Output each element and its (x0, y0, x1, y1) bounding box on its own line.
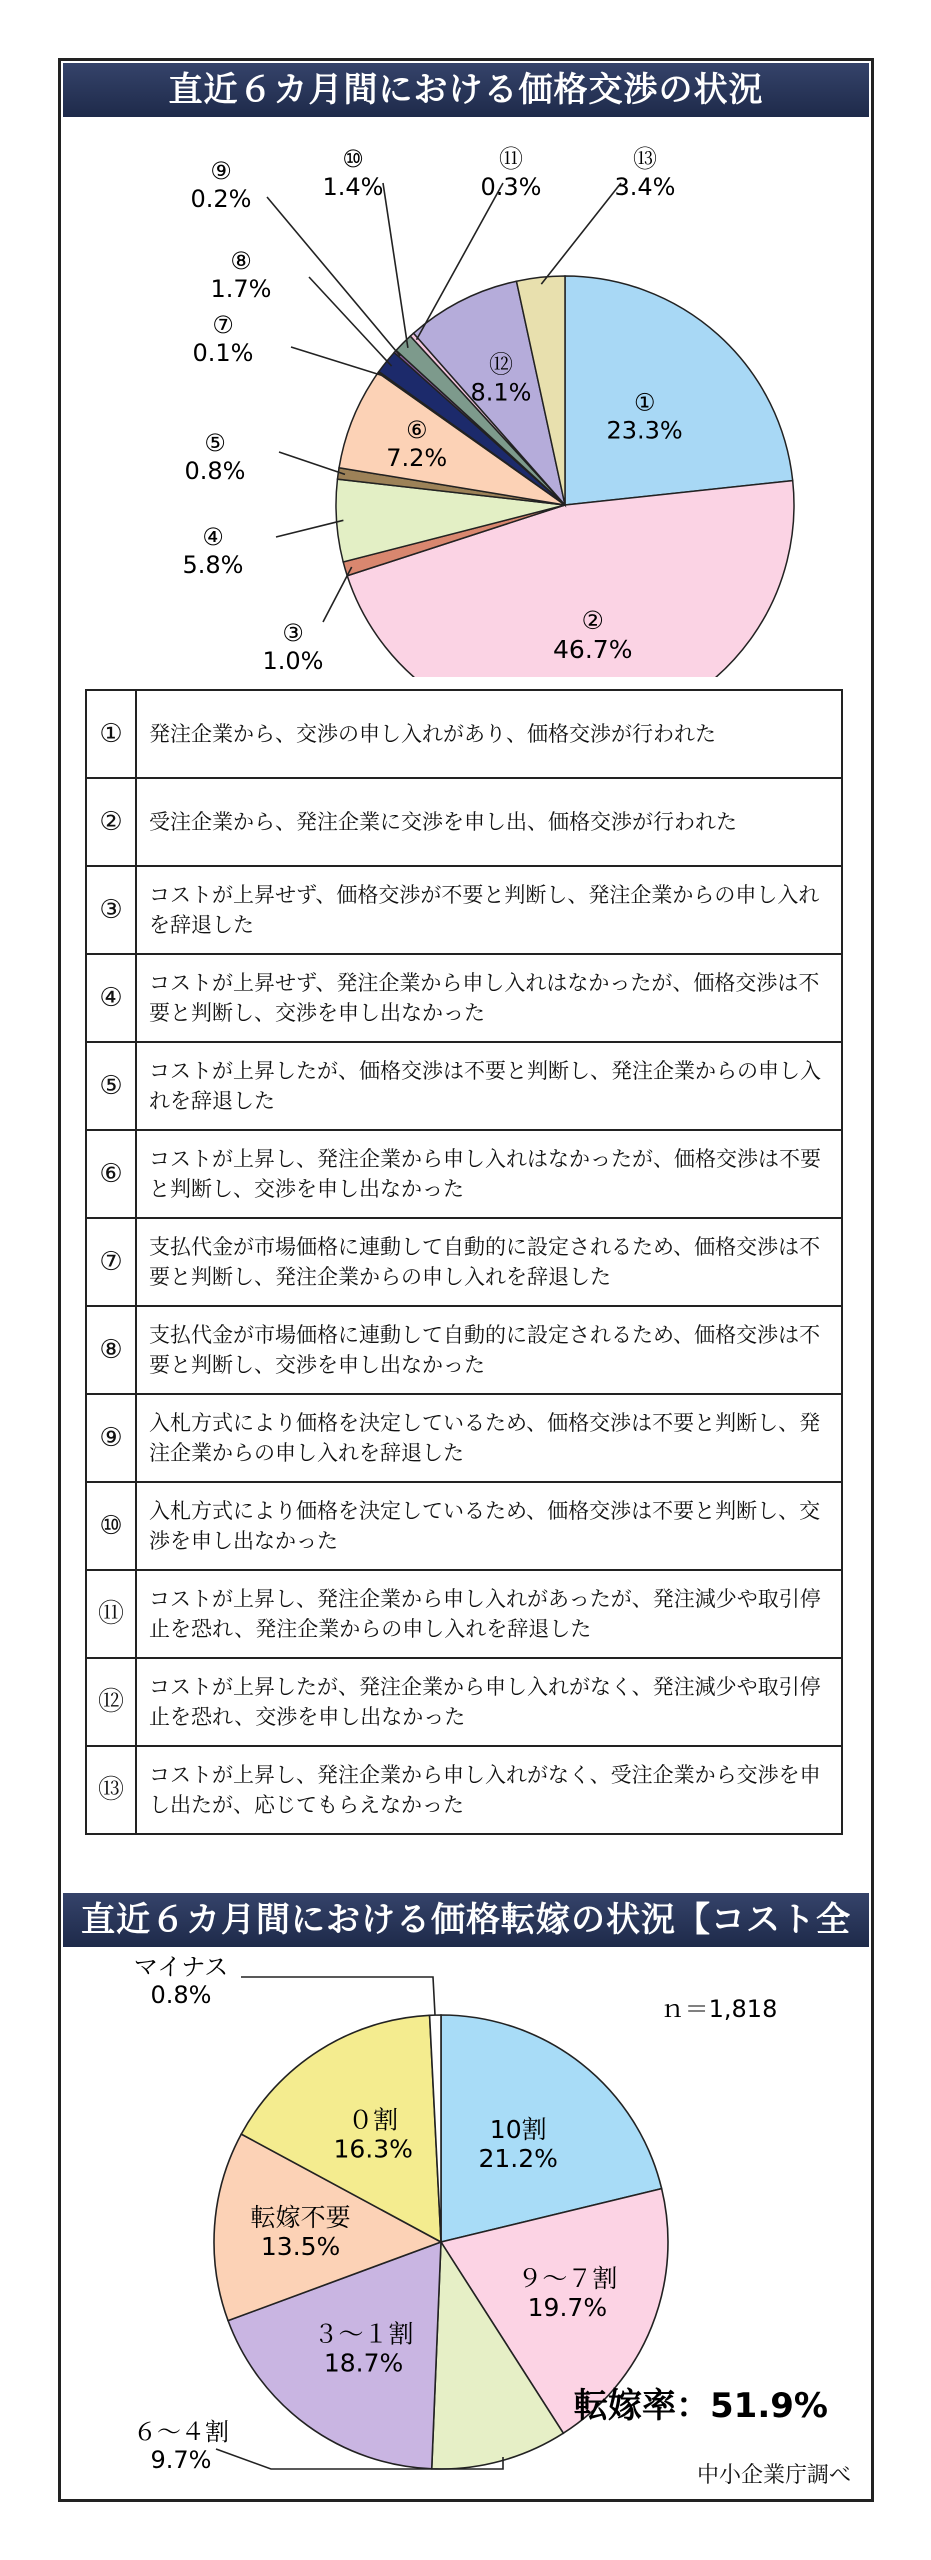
pie1-label-11-value: 0.3% (480, 173, 542, 201)
negotiation-pie-chart (61, 117, 871, 677)
pie1-leader-7 (291, 347, 384, 376)
pie1-label-9-value: 0.2% (190, 185, 252, 213)
legend-number: ⑫ (86, 1658, 136, 1746)
legend-number: ③ (86, 866, 136, 954)
pie2-label-1-name: 10割 (489, 2114, 547, 2144)
pie1-leader-13 (541, 183, 621, 284)
pie1-label-12-name: ⑫ (488, 350, 513, 379)
pie1-label-1-value: 23.3% (606, 416, 683, 445)
infographic-frame (58, 58, 874, 2502)
legend-number: ⑥ (86, 1130, 136, 1218)
legend-row (86, 1570, 842, 1658)
pie1-label-6-value: 7.2% (386, 444, 448, 473)
pie2-label-7-value: 0.8% (150, 1981, 212, 2009)
pass-through-chart-title: 直近６カ月間における価格転嫁の状況【コスト全般】 (63, 1893, 869, 1947)
pie2-label-4-value: 18.7% (323, 2348, 404, 2378)
legend-row (86, 1306, 842, 1394)
pie1-label-2-name: ② (581, 605, 604, 635)
pie1-slice-1 (565, 276, 793, 505)
legend-text: コストが上昇したが、価格交渉は不要と判断し、発注企業からの申し入れを辞退した (136, 1042, 842, 1130)
pie1-label-13-name: ⑬ (633, 145, 657, 173)
legend-text: コストが上昇し、発注企業から申し入れがなく、受注企業から交渉を申し出たが、応じてもらえなかった (136, 1746, 842, 1834)
pie1-label-7-name: ⑦ (212, 311, 234, 339)
pie1-label-8-value: 1.7% (210, 275, 272, 303)
legend-row (86, 1218, 842, 1306)
pie1-leader-8 (309, 277, 392, 366)
legend-number: ⑩ (86, 1482, 136, 1570)
legend-text: 発注企業から、交渉の申し入れがあり、価格交渉が行われた (136, 690, 842, 778)
pie2-label-2-name: ９～７割 (517, 2263, 618, 2293)
pie1-label-1-name: ① (633, 388, 656, 417)
legend-text: コストが上昇し、発注企業から申し入れはなかったが、価格交渉は不要と判断し、交渉を申し出なかった (136, 1130, 842, 1218)
pie2-label-3-value: 9.7% (150, 2446, 212, 2474)
legend-number: ⑦ (86, 1218, 136, 1306)
legend-text: 支払代金が市場価格に連動して自動的に設定されるため、価格交渉は不要と判断し、交渉を申し出なかった (136, 1306, 842, 1394)
legend-text: コストが上昇せず、価格交渉が不要と判断し、発注企業からの申し入れを辞退した (136, 866, 842, 954)
pie1-label-4-name: ④ (202, 523, 224, 551)
pie2-leader-7 (241, 1977, 435, 2015)
legend-row (86, 778, 842, 866)
legend-row (86, 690, 842, 778)
legend-row (86, 1042, 842, 1130)
pie1-label-2-value: 46.7% (553, 634, 633, 664)
pie2-label-5-value: 13.5% (260, 2232, 341, 2262)
legend-number: ④ (86, 954, 136, 1042)
negotiation-chart-title: 直近６カ月間における価格交渉の状況 (63, 63, 869, 117)
pie2-label-7-name: マイナス (133, 1953, 229, 1981)
legend-text: コストが上昇し、発注企業から申し入れがあったが、発注減少や取引停止を恐れ、発注企業からの申し入れを辞退した (136, 1570, 842, 1658)
legend-row (86, 1130, 842, 1218)
pie1-label-5-name: ⑤ (204, 429, 226, 457)
legend-row (86, 1746, 842, 1834)
pie2-label-4-name: ３～１割 (313, 2319, 414, 2349)
legend-number: ⑬ (86, 1746, 136, 1834)
pie1-label-7-value: 0.1% (192, 339, 254, 367)
pie1-leader-3 (323, 567, 352, 622)
pie1-label-8-name: ⑧ (230, 247, 252, 275)
pie2-label-6-name: ０割 (348, 2105, 399, 2135)
negotiation-legend-table (85, 689, 843, 1835)
legend-text: 支払代金が市場価格に連動して自動的に設定されるため、価格交渉は不要と判断し、発注企業からの申し入れを辞退した (136, 1218, 842, 1306)
legend-text: コストが上昇したが、発注企業から申し入れがなく、発注減少や取引停止を恐れ、交渉を申し出なかった (136, 1658, 842, 1746)
pie2-label-6-value: 16.3% (333, 2134, 413, 2164)
pie1-label-10-name: ⑩ (342, 145, 364, 173)
pie1-label-13-value: 3.4% (614, 173, 676, 201)
legend-number: ② (86, 778, 136, 866)
pie1-label-3-name: ③ (282, 619, 304, 647)
legend-row (86, 1394, 842, 1482)
pie2-label-5-name: 転嫁不要 (250, 2203, 351, 2233)
legend-text: 入札方式により価格を決定しているため、価格交渉は不要と判断し、発注企業からの申し入れを辞退した (136, 1394, 842, 1482)
legend-number: ⑤ (86, 1042, 136, 1130)
pie1-leader-9 (267, 197, 400, 356)
legend-number: ⑪ (86, 1570, 136, 1658)
pie1-label-4-value: 5.8% (182, 551, 244, 579)
legend-number: ① (86, 690, 136, 778)
pie2-label-3-name: ６～４割 (133, 2418, 229, 2446)
pie1-label-10-value: 1.4% (322, 173, 384, 201)
sample-size: ｎ＝1,818 (660, 1995, 778, 2023)
legend-text: コストが上昇せず、発注企業から申し入れはなかったが、価格交渉は不要と判断し、交渉を申し出なかった (136, 954, 842, 1042)
source-note: 中小企業庁調べ (696, 2463, 851, 2488)
pass-through-pie-chart (61, 1947, 871, 2497)
legend-row (86, 954, 842, 1042)
pie1-leader-4 (276, 520, 343, 537)
legend-text: 入札方式により価格を決定しているため、価格交渉は不要と判断し、交渉を申し出なかった (136, 1482, 842, 1570)
pie1-label-3-value: 1.0% (262, 647, 324, 675)
legend-row (86, 866, 842, 954)
pie1-label-12-value: 8.1% (470, 378, 532, 407)
legend-number: ⑨ (86, 1394, 136, 1482)
pie1-label-11-name: ⑪ (499, 145, 523, 173)
pie1-leader-10 (383, 183, 408, 348)
pie2-label-2-value: 19.7% (527, 2292, 608, 2322)
pass-through-rate: 転嫁率：51.9% (574, 2386, 828, 2426)
legend-row (86, 1482, 842, 1570)
pie1-label-9-name: ⑨ (210, 157, 232, 185)
legend-row (86, 1658, 842, 1746)
legend-number: ⑧ (86, 1306, 136, 1394)
pie1-label-6-name: ⑥ (405, 416, 428, 445)
pie1-label-5-value: 0.8% (184, 457, 246, 485)
pie2-label-1-value: 21.2% (478, 2143, 558, 2173)
legend-text: 受注企業から、発注企業に交渉を申し出、価格交渉が行われた (136, 778, 842, 866)
pie1-leader-5 (279, 452, 345, 474)
